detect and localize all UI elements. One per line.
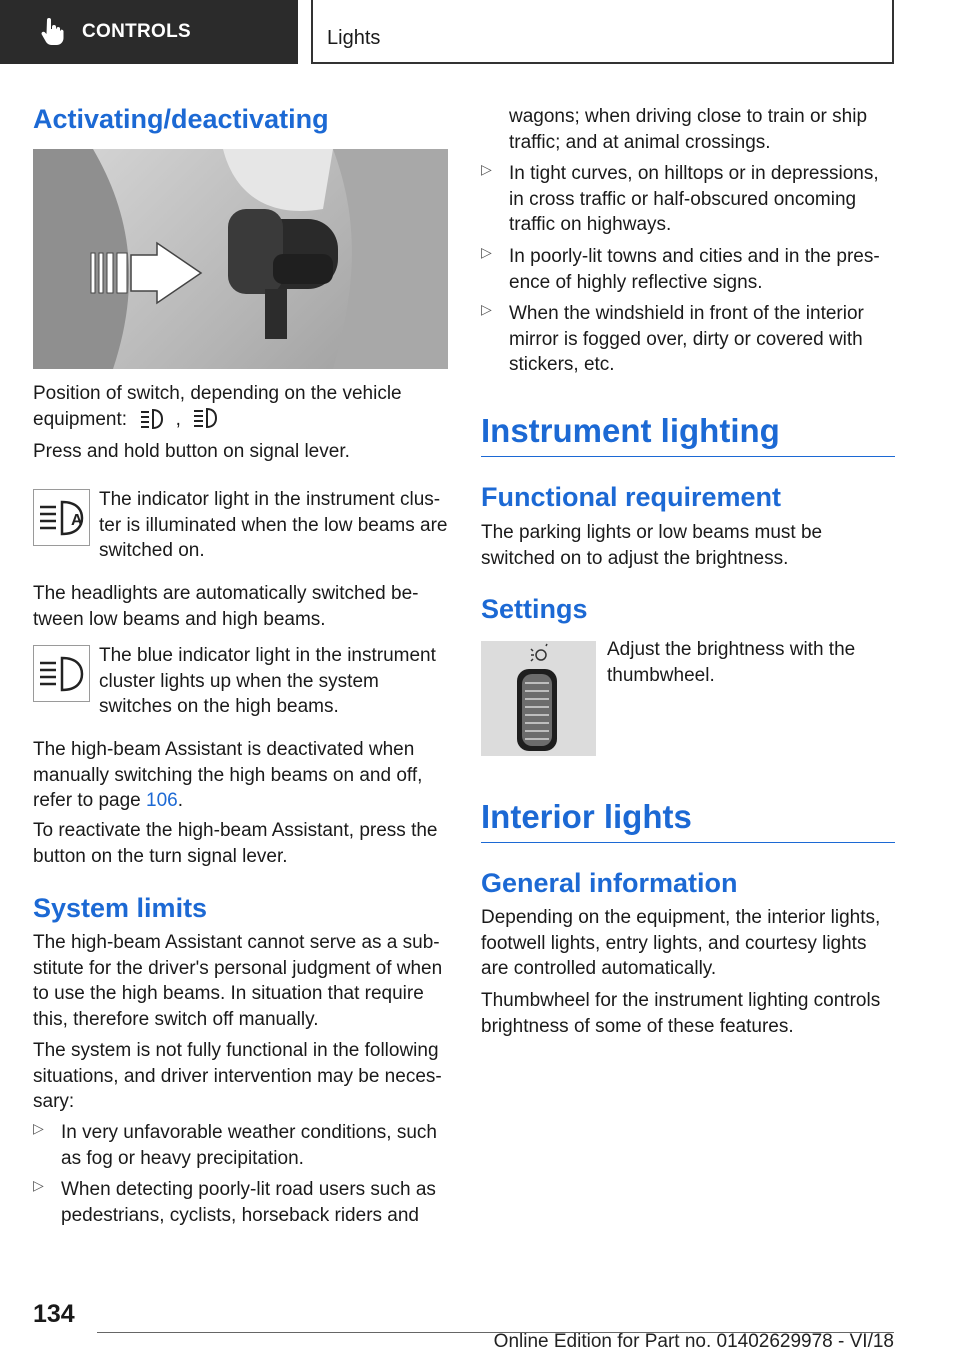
text-line: traffic; and at animal crossings. <box>509 131 771 153</box>
caption-line: Position of switch, depending on the vehicle <box>33 383 402 404</box>
heading-activating: Activating/deactivating <box>33 104 329 134</box>
high-beam-icon <box>192 407 218 429</box>
heading-instrument-lighting-block <box>481 412 895 457</box>
heading-instrument-lighting: Instrument lighting <box>481 412 780 449</box>
press-hold-text: Press and hold button on signal lever. <box>33 441 350 462</box>
text-line: ence of highly reflective signs. <box>509 271 763 293</box>
thumbwheel-paragraph <box>481 988 880 1039</box>
indicator-high-text <box>99 643 449 720</box>
indicator-high-icon <box>33 645 90 702</box>
section-tab[interactable] <box>0 0 298 64</box>
list-item <box>481 244 880 295</box>
indicator-auto-icon <box>33 489 90 546</box>
text-line: Depending on the equipment, the interior lights, <box>481 907 881 928</box>
text-line: pedestrians, cyclists, horseback riders and <box>61 1204 419 1226</box>
text-line: The blue indicator light in the instrument <box>99 645 436 666</box>
caption-equipment <box>33 407 218 433</box>
refer-line <box>33 788 422 814</box>
text-line: stickers, etc. <box>509 354 615 375</box>
text-line: The high-beam Assistant cannot serve as a sub- <box>33 932 440 953</box>
caption-equipment-label: equipment: <box>33 409 128 430</box>
settings-paragraph <box>607 637 855 688</box>
list-item <box>481 301 864 378</box>
edition-label: Online Edition for Part no. 01402629978 - VI/18 <box>493 1331 894 1352</box>
not-functional-paragraph <box>33 1038 442 1115</box>
text-line: Thumbwheel for the instrument lighting controls <box>481 990 881 1011</box>
text-line: are controlled automatically. <box>481 958 717 979</box>
text-line: mirror is fogged over, dirty or covered with <box>509 328 863 350</box>
text-line: switches on the high beams. <box>99 696 339 717</box>
signal-lever-figure <box>33 149 448 369</box>
refer-prefix: refer to page <box>33 790 141 811</box>
text-line: stitute for the driver's personal judgment of when <box>33 957 443 979</box>
thumbwheel-illustration <box>481 641 596 756</box>
high-beam-assistant-icon <box>138 407 164 429</box>
functional-paragraph <box>481 520 822 571</box>
list-item <box>481 161 879 238</box>
text-line: switched on. <box>99 540 205 561</box>
heading-interior-lights: Interior lights <box>481 798 692 835</box>
text-line: as fog or heavy precipitation. <box>61 1147 304 1169</box>
text-line: The headlights are automatically switched be- <box>33 583 419 604</box>
heading-interior-lights-block <box>481 798 895 843</box>
indicator-auto-text <box>99 487 449 564</box>
text-line: this, therefore switch off manually. <box>33 1008 319 1030</box>
thumbwheel-figure <box>481 641 596 756</box>
text-line: ter is illuminated when the low beams are <box>99 514 448 536</box>
list-item-continued <box>509 104 867 155</box>
text-line: ▷ In tight curves, on hilltops or in depressions, <box>509 163 879 184</box>
text-line: cluster lights up when the system <box>99 670 379 692</box>
text-line: ▷ When the windshield in front of the interior <box>509 303 864 324</box>
text-line: situations, and driver intervention may be neces- <box>33 1065 442 1087</box>
page-number: 134 <box>33 1300 75 1328</box>
heading-general-information: General information <box>481 868 738 898</box>
page-106-link[interactable]: 106 <box>146 790 178 811</box>
text-line: footwell lights, entry lights, and courtesy lights <box>481 932 867 954</box>
chapter-header <box>311 0 894 64</box>
brightness-icon <box>531 644 547 661</box>
text-line: To reactivate the high-beam Assistant, press the <box>33 820 438 841</box>
text-line: The parking lights or low beams must be <box>481 522 823 543</box>
text-line: manually switching the high beams on and off, <box>33 764 423 786</box>
text-line: sary: <box>33 1091 75 1112</box>
svg-text:A: A <box>71 512 83 529</box>
text-line: to use the high beams. In situation that require <box>33 983 424 1004</box>
text-line: Adjust the brightness with the <box>607 639 856 660</box>
heading-settings: Settings <box>481 594 588 624</box>
text-line: button on the turn signal lever. <box>33 845 288 867</box>
text-line: wagons; when driving close to train or ship <box>509 106 868 127</box>
text-line: The high-beam Assistant is deactivated when <box>33 739 415 760</box>
text-line: thumbwheel. <box>607 664 715 686</box>
auto-high-beam-indicator-icon <box>34 490 89 545</box>
section-label: CONTROLS <box>82 21 192 42</box>
deactivated-paragraph <box>33 737 422 814</box>
text-line: ▷ When detecting poorly-lit road users such as <box>61 1179 436 1200</box>
text-line: brightness of some of these features. <box>481 1015 794 1037</box>
limits-paragraph <box>33 930 442 1032</box>
text-line: The system is not fully functional in the following <box>33 1040 439 1061</box>
list-item <box>33 1177 436 1228</box>
text-line: switched on to adjust the brightness. <box>481 547 789 569</box>
list-item <box>33 1120 437 1171</box>
text-line: The indicator light in the instrument clus- <box>99 489 441 510</box>
signal-lever-illustration <box>33 149 448 369</box>
hand-pointer-icon <box>40 18 64 46</box>
text-line: traffic on highways. <box>509 214 672 235</box>
text-line: ▷ In poorly-lit towns and cities and in the pres- <box>509 246 880 267</box>
caption-separator: , <box>175 409 181 430</box>
general-paragraph <box>481 905 880 982</box>
reactivate-paragraph <box>33 818 438 869</box>
heading-functional-requirement: Functional requirement <box>481 482 782 512</box>
high-beam-indicator-icon <box>34 646 89 701</box>
refer-suffix: . <box>177 790 184 811</box>
text-line: ▷ In very unfavorable weather conditions, such <box>61 1122 437 1143</box>
heading-system-limits: System limits <box>33 893 208 923</box>
chapter-label: Lights <box>327 27 381 49</box>
text-line: in cross traffic or half-obscured oncoming <box>509 188 857 210</box>
text-line: tween low beams and high beams. <box>33 608 326 630</box>
auto-switch-paragraph <box>33 581 418 632</box>
